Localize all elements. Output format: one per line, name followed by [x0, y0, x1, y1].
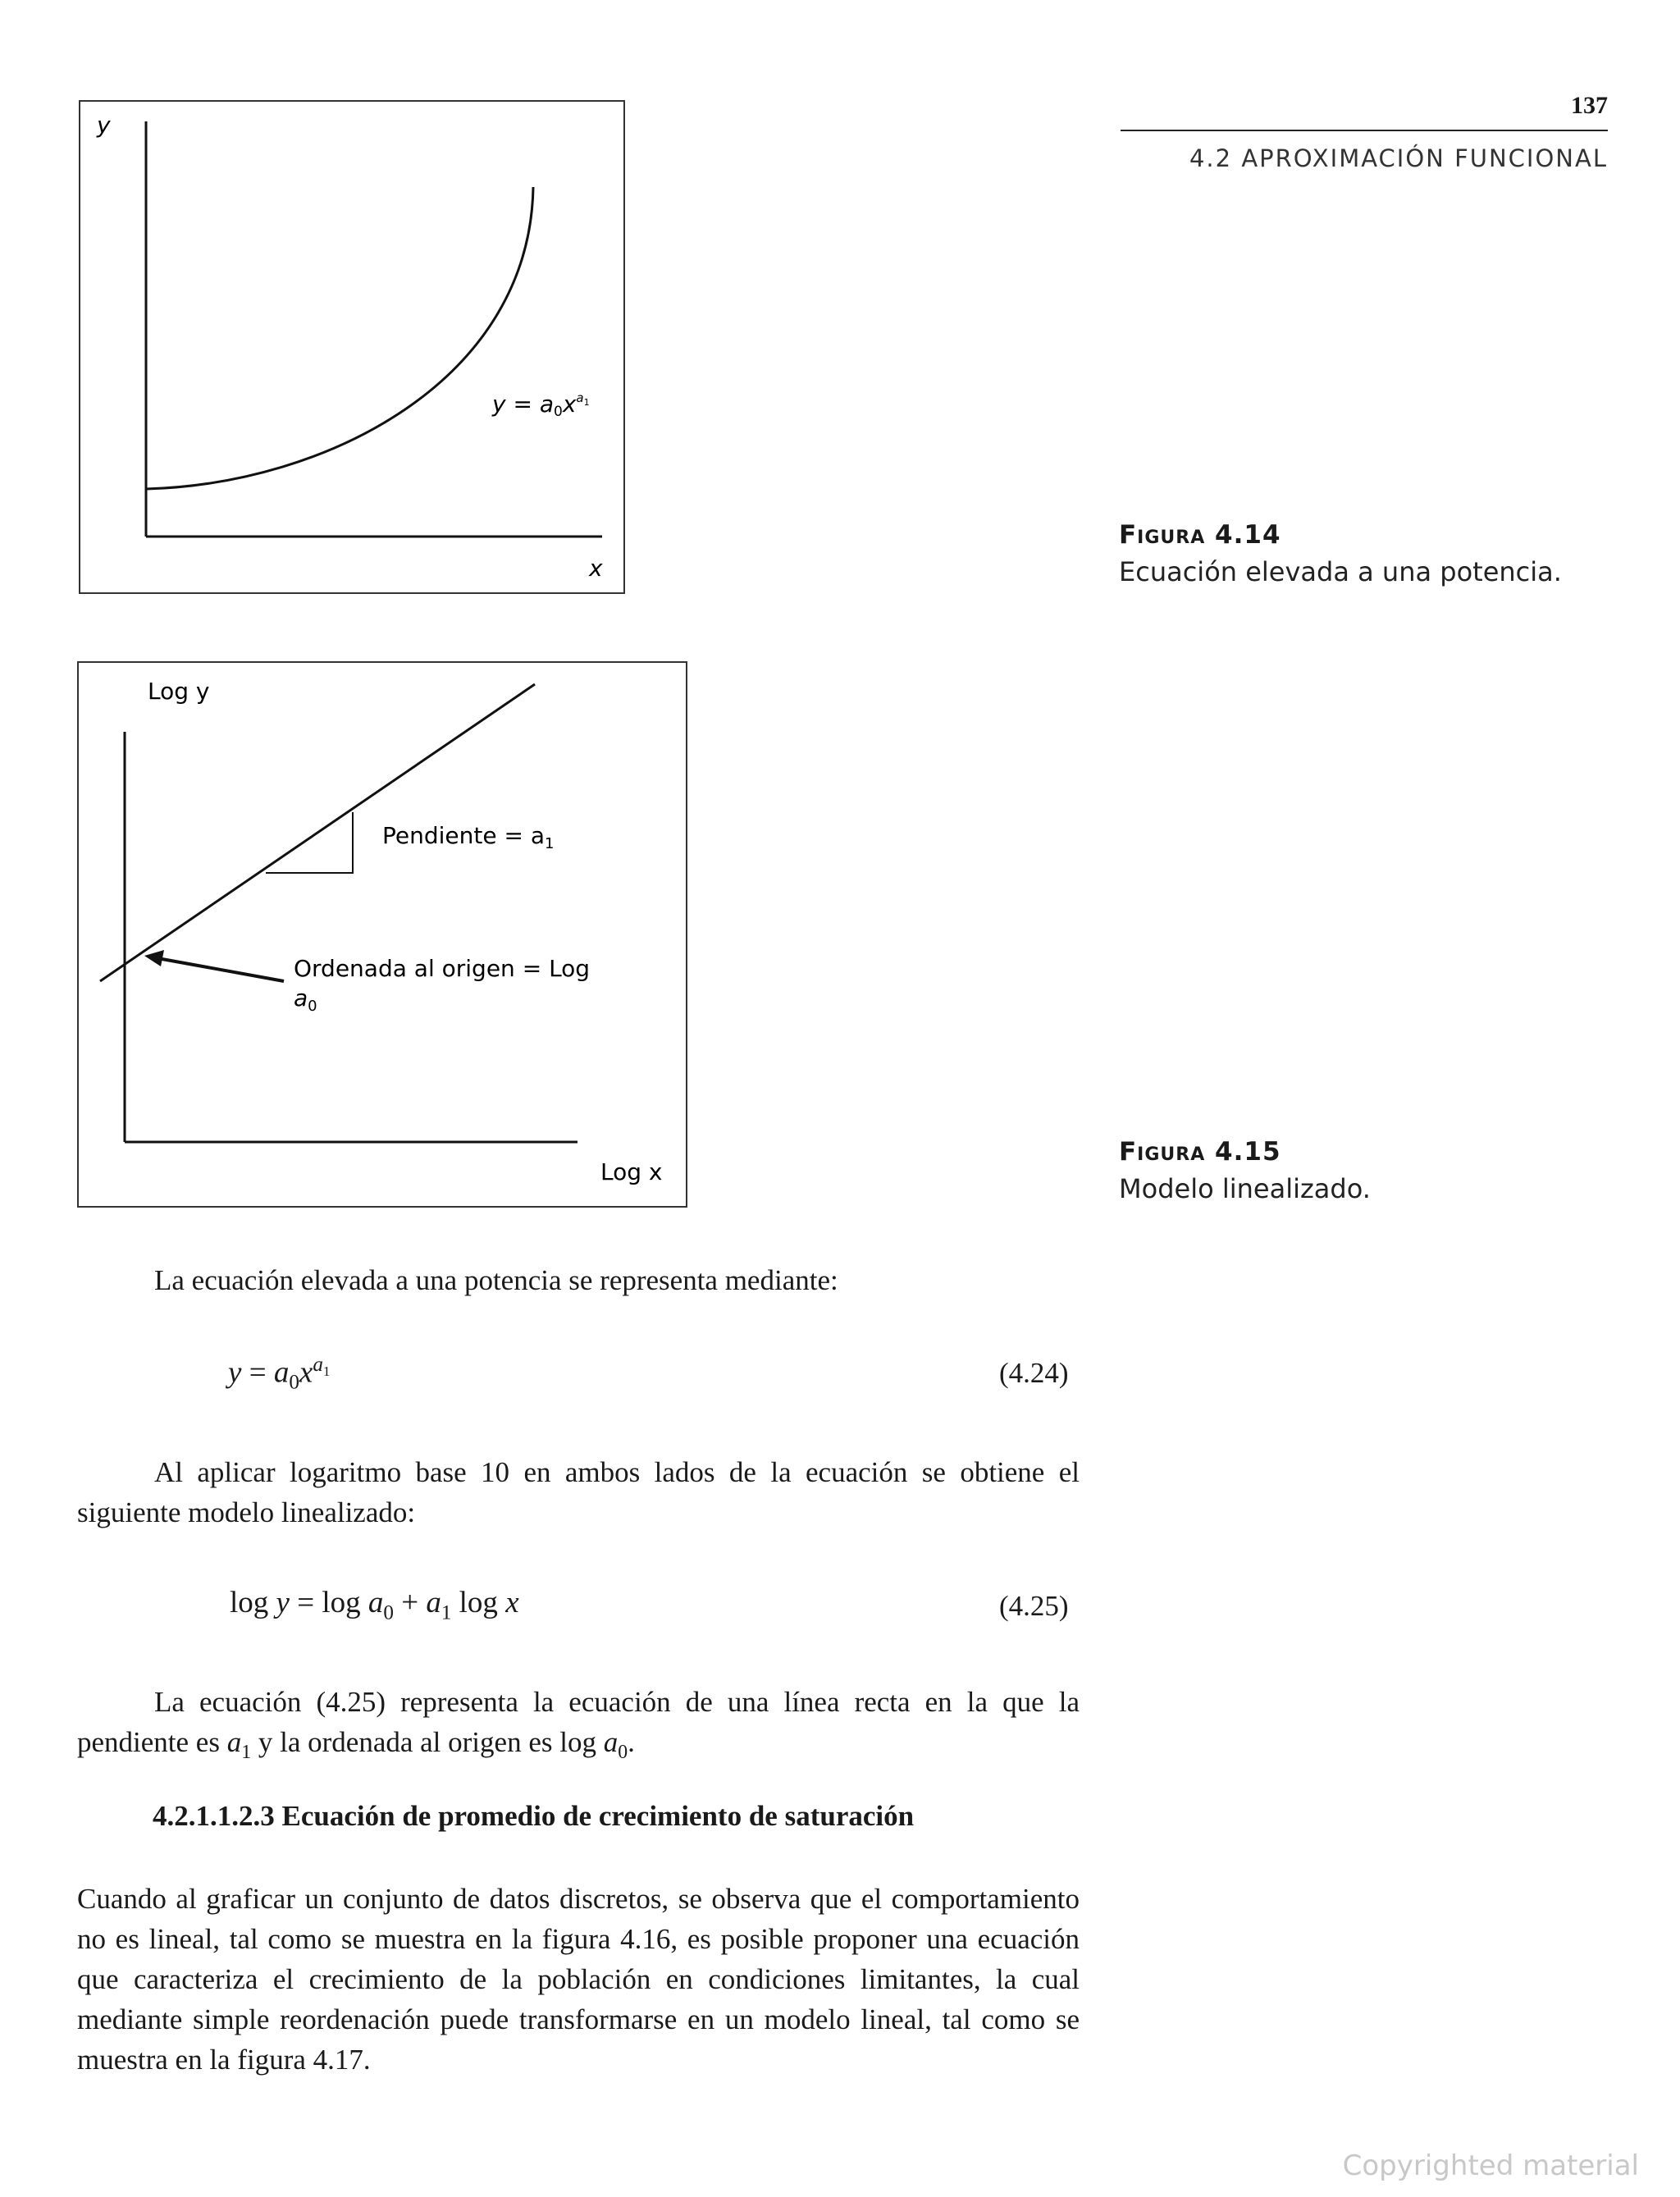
slope-label: Pendiente = $a_1$: [382, 822, 555, 852]
curve-label: $y = a0x^a1$: [492, 391, 590, 420]
log-y-label: Log y: [148, 678, 210, 705]
equation-4-25: $\log y = \log a_0 + a_1$ log x: [230, 1586, 519, 1624]
running-head: 4.2 APROXIMACIÓN FUNCIONAL: [1189, 144, 1608, 172]
figure-4-14-caption-label: Figura 4.14: [1119, 520, 1281, 550]
power-curve-plot: [80, 102, 623, 592]
intercept-label-line2: $a_0$: [294, 984, 317, 1015]
figure-4-14-caption-text: Ecuación elevada a una potencia.: [1119, 556, 1562, 587]
section-heading: 4.2.1.1.2.3 Ecuación de promedio de crecimiento de saturación: [153, 1800, 915, 1832]
intercept-arrow-head: [144, 950, 164, 966]
header-rule: [1121, 130, 1608, 131]
intercept-arrow: [158, 958, 284, 981]
x-axis-label: x: [589, 555, 603, 582]
linearized-plot: [79, 663, 686, 1206]
log-paragraph: Al aplicar logaritmo base 10 en ambos lados de la ecuación se obtiene el siguiente modelo linealizado:: [77, 1456, 1080, 1528]
log-x-label: Log x: [600, 1158, 663, 1185]
figure-4-14: [79, 100, 625, 594]
equation-4-25-number: (4.25): [999, 1590, 1069, 1622]
equation-4-24: $y = a_0x^{a_1}$: [228, 1354, 331, 1394]
y-axis-label: y: [97, 112, 111, 139]
power-curve: [146, 187, 533, 489]
slope-triangle: [266, 812, 353, 873]
figure-4-15: [77, 661, 687, 1208]
copyright-watermark: Copyrighted material: [1342, 2149, 1639, 2182]
page-number: 137: [1571, 92, 1608, 119]
saturation-paragraph: Cuando al graficar un conjunto de datos discretos, se observa que el comportamiento no es lineal, tal como se muestra en la figura 4.16, es posible proponer una ecuación que caracteriza el crecimiento de la población en condiciones limitantes, la cual mediante simple reordenación puede transformarse en un modelo lineal, tal como se muestra en la figura 4.17.: [77, 1883, 1080, 2076]
figure-4-15-caption-text: Modelo linealizado.: [1119, 1173, 1371, 1204]
intercept-label-line1: Ordenada al origen = Log: [294, 955, 591, 982]
line-paragraph: La ecuación (4.25) representa la ecuación de una línea recta en la que la pendiente es $a_1$ y la ordenada al origen es $\log a_0$.: [77, 1686, 1080, 1763]
figure-4-15-caption-label: Figura 4.15: [1119, 1137, 1281, 1167]
equation-4-24-number: (4.24): [999, 1357, 1069, 1389]
intro-paragraph: La ecuación elevada a una potencia se representa mediante:: [154, 1264, 838, 1296]
